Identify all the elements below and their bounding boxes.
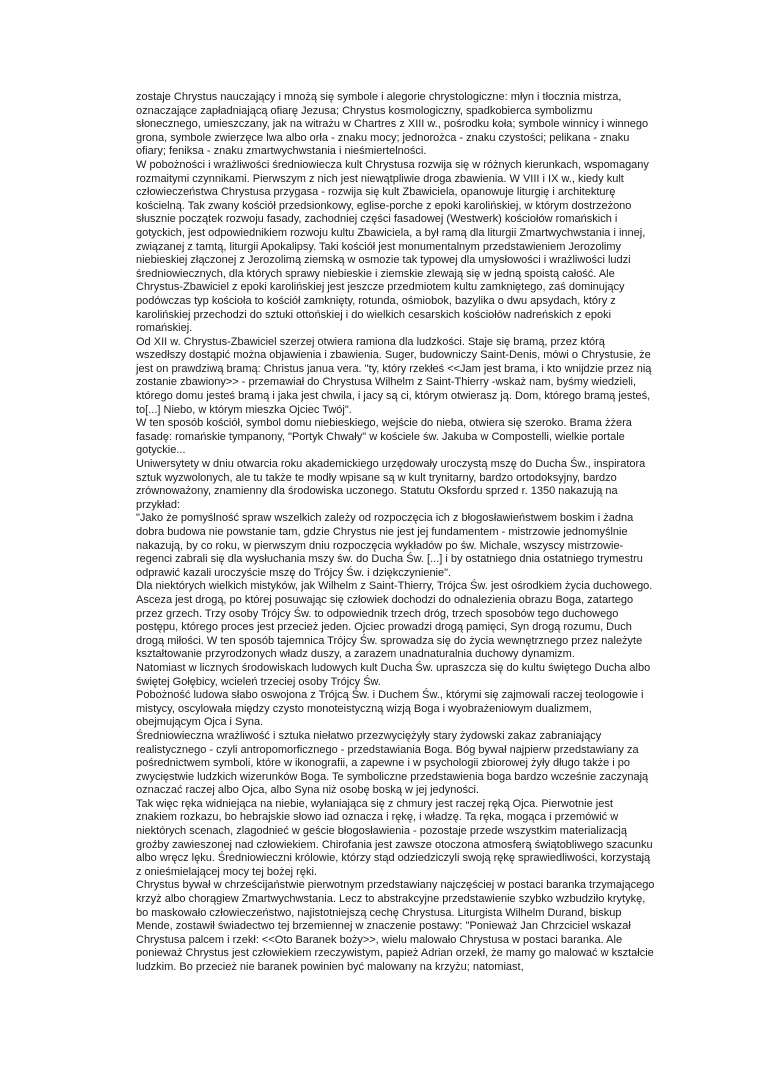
paragraph-11: Tak więc ręka widniejąca na niebie, wyłaniająca się z chmury jest raczej ręką Ojca. Pierwotnie jest znakiem rozkazu, bo hebrajskie słowo iad oznacza i rękę, i władzę. Ta ręka, mogąca i przemówić w niektórych scenach, zlagodnieć w geście błogosławienia - pozostaje przede wszystkim materializacją groźby zawieszonej nad człowiekiem. Chirofania jest zawsze otoczona atmosferą świątobliwego szacunku albo wręcz lęku. Średniowieczni królowie, którzy stąd odziedziczyli swoją rękę sprawiedliwości, korzystają z onieśmielającej mocy tej bożej ręki.: [136, 797, 653, 878]
paragraph-10: Średniowieczna wrażliwość i sztuka niełatwo przezwyciężyły stary żydowski zakaz zabraniający realistycznego - czyli antropomorficznego - przedstawiania Boga. Bóg bywał najpierw przedstawiany za pośrednictwem symboli, które w ikonografii, a zapewne i w psychologii zbiorowej żyły długo także i po zwycięstwie ludzkich wizerunków Boga. Te symboliczne przedstawienia boga bardzo wcześnie zaczynają oznaczać raczej albo Ojca, albo Syna niż osobę boską w jej jedyności.: [136, 729, 649, 797]
paragraph-2: W pobożności i wrażliwości średniowiecza kult Chrystusa rozwija się w różnych kierunkach, wspomagany rozmaitymi czynnikami. Pierwszym z nich jest niewątpliwie droga zbawienia. W VIII i IX w., kiedy kult człowieczeństwa Chrystusa przygasa - rozwija się kult Zbawiciela, opanowuje liturgię i architekturę kościelną. Tak zwany kościół przedsionkowy, eglise-porche z epoki karolińskiej, w którym dostrzeżono słusznie początek rozwoju fasady, zachodniej części fasadowej (Westwerk) kościołów romańskich i gotyckich, jest odpowiednikiem rozwoju kultu Zbawiciela, a był ramą dla liturgii Zmartwychwstania i innej, związanej z tamtą, liturgii Apokalipsy. Taki kościół jest monumentalnym przedstawieniem Jerozolimy niebieskiej złączonej z Jerozolimą ziemską w osmozie tak typowej dla umysłowości i wrażliwości ludzi średniowiecznych, dla których sprawy niebieskie i ziemskie zlewają się w jedną spoistą całość. Ale Chrystus-Zbawiciel z epoki karolińskiej jest jeszcze przedmiotem kultu zamkniętego, zaś dominujący podówczas typ kościoła to kościół zamknięty, rotunda, ośmiobok, bazylika o dwu apsydach, który z karolińskiej przechodzi do sztuki ottońskiej i do wielkich cesarskich kościołów nadreńskich z epoki romańskiej.: [136, 158, 649, 335]
document-page: [136, 91, 656, 975]
paragraph-7: Dla niektórych wielkich mistyków, jak Wilhelm z Saint-Thierry, Trójca Św. jest ośrodkiem życia duchowego. Asceza jest drogą, po której posuwając się człowiek dochodzi do odnalezienia obrazu Boga, zatartego przez grzech. Trzy osoby Trójcy Św. to odpowiednik trzech dróg, trzech sposobów tego duchowego postępu, którego proces jest przecież jeden. Ojciec prowadzi drogą pamięci, Syn drogą rozumu, Duch drogą miłości. W ten sposób tajemnica Trójcy Św. sprowadza się do życia wewnętrznego przez należyte kształtowanie przyrodzonych władz duszy, a zarazem unadnaturalnia duchowy dynamizm.: [136, 580, 653, 661]
paragraph-9: Pobożność ludowa słabo oswojona z Trójcą Św. i Duchem Św., którymi się zajmowali raczej teologowie i mistycy, oscylowała między czysto monoteistyczną wizją Boga i wyobrażeniowym dualizmem, obejmującym Ojca i Syna.: [136, 689, 644, 729]
paragraph-3: Od XII w. Chrystus-Zbawiciel szerzej otwiera ramiona dla ludzkości. Staje się bramą, przez którą wszedłszy dostąpić można objawienia i zbawienia. Suger, budowniczy Saint-Denis, mówi o Chrystusie, że jest on prawdziwą bramą: Christus janua vera. "ty, który rzekłeś <<Jam jest brama, i kto wnijdzie przez nią zostanie zbawiony>> - przemawiał do Chrystusa Wilhelm z Saint-Thierry -wskaż nam, byśmy wiedzieli, którego domu jesteś bramą i jaka jest chwila, i jacy są ci, którym otwierasz ją. Dom, którego bramą jesteś, to[...] Niebo, w którym mieszka Ojciec Twój".: [136, 335, 652, 416]
paragraph-6: "Jako że pomyślność spraw wszelkich zależy od rozpoczęcia ich z błogosławieństwem boskim i żadna dobra budowa nie powstanie tam, gdzie Chrystus nie jest jej fundamentem - mistrzowie jednomyślnie nakazują, by co roku, w pierwszym dniu rozpoczęcia wykładów po św. Michale, wszyscy mistrzowie-regenci zabrali się dla wysłuchania mszy św. do Ducha Św. [...] i by ostatniego dnia ostatniego trymestru odprawić kazali uroczyście mszę do Trójcy Św. i dziękczynienie".: [136, 512, 643, 579]
paragraph-4: W ten sposób kościół, symbol domu niebieskiego, wejście do nieba, otwiera się szeroko. Brama żżera fasadę: romańskie tympanony, "Portyk Chwały" w kościele św. Jakuba w Compostelli, wielkie portale gotyckie...: [136, 417, 632, 457]
paragraph-12: Chrystus bywał w chrześcijaństwie pierwotnym przedstawiany najczęściej w postaci baranka trzymającego krzyż albo chorągiew Zmartwychwstania. Lecz to abstrakcyjne przedstawienie szybko wzbudziło krytykę, bo maskowało człowieczeństwo, najistotniejszą cechę Chrystusa. Liturgista Wilhelm Durand, biskup Mende, zostawił świadectwo tej brzemiennej w znaczenie postawy: "Ponieważ Jan Chrzciciel wskazał Chrystusa palcem i rzekł: <<Oto Baranek boży>>, wielu malowało Chrystusa w postaci baranka. Ale ponieważ Chrystus jest człowiekiem rzeczywistym, papież Adrian orzekł, że mamy go malować w kształcie ludzkim. Bo przecież nie baranek powinien być malowany na krzyżu; natomiast,: [136, 879, 655, 973]
paragraph-5: Uniwersytety w dniu otwarcia roku akademickiego urzędowały uroczystą mszę do Ducha Św., inspiratora sztuk wyzwolonych, ale tu także te modły wpisane są w kult trynitarny, bardzo ortodoksyjny, bardzo zrównoważony, znamienny dla środowiska uczonego. Statutu Oksfordu sprzed r. 1350 nakazują na przykład:: [136, 458, 646, 511]
paragraph-1: zostaje Chrystus nauczający i mnożą się symbole i alegorie chrystologiczne: młyn i tłocznia mistrza, oznaczające zapładniającą ofiarę Jezusa; Chrystus kosmologiczny, spadkobierca symbolizmu słonecznego, umieszczany, jak na witrażu w Chartres z XIII w., pośrodku koła; symbole winnicy i winnego grona, symbole zwierzęce lwa albo orła - znaku mocy; jednorożca - znaku czystości; pelikana - znaku ofiary; feniksa - znaku zmartwychwstania i nieśmiertelności.: [136, 91, 649, 158]
paragraph-8: Natomiast w licznych środowiskach ludowych kult Ducha Św. upraszcza się do kultu świętego Ducha albo świętej Gołębicy, wcieleń trzeciej osoby Trójcy Św.: [136, 661, 651, 688]
